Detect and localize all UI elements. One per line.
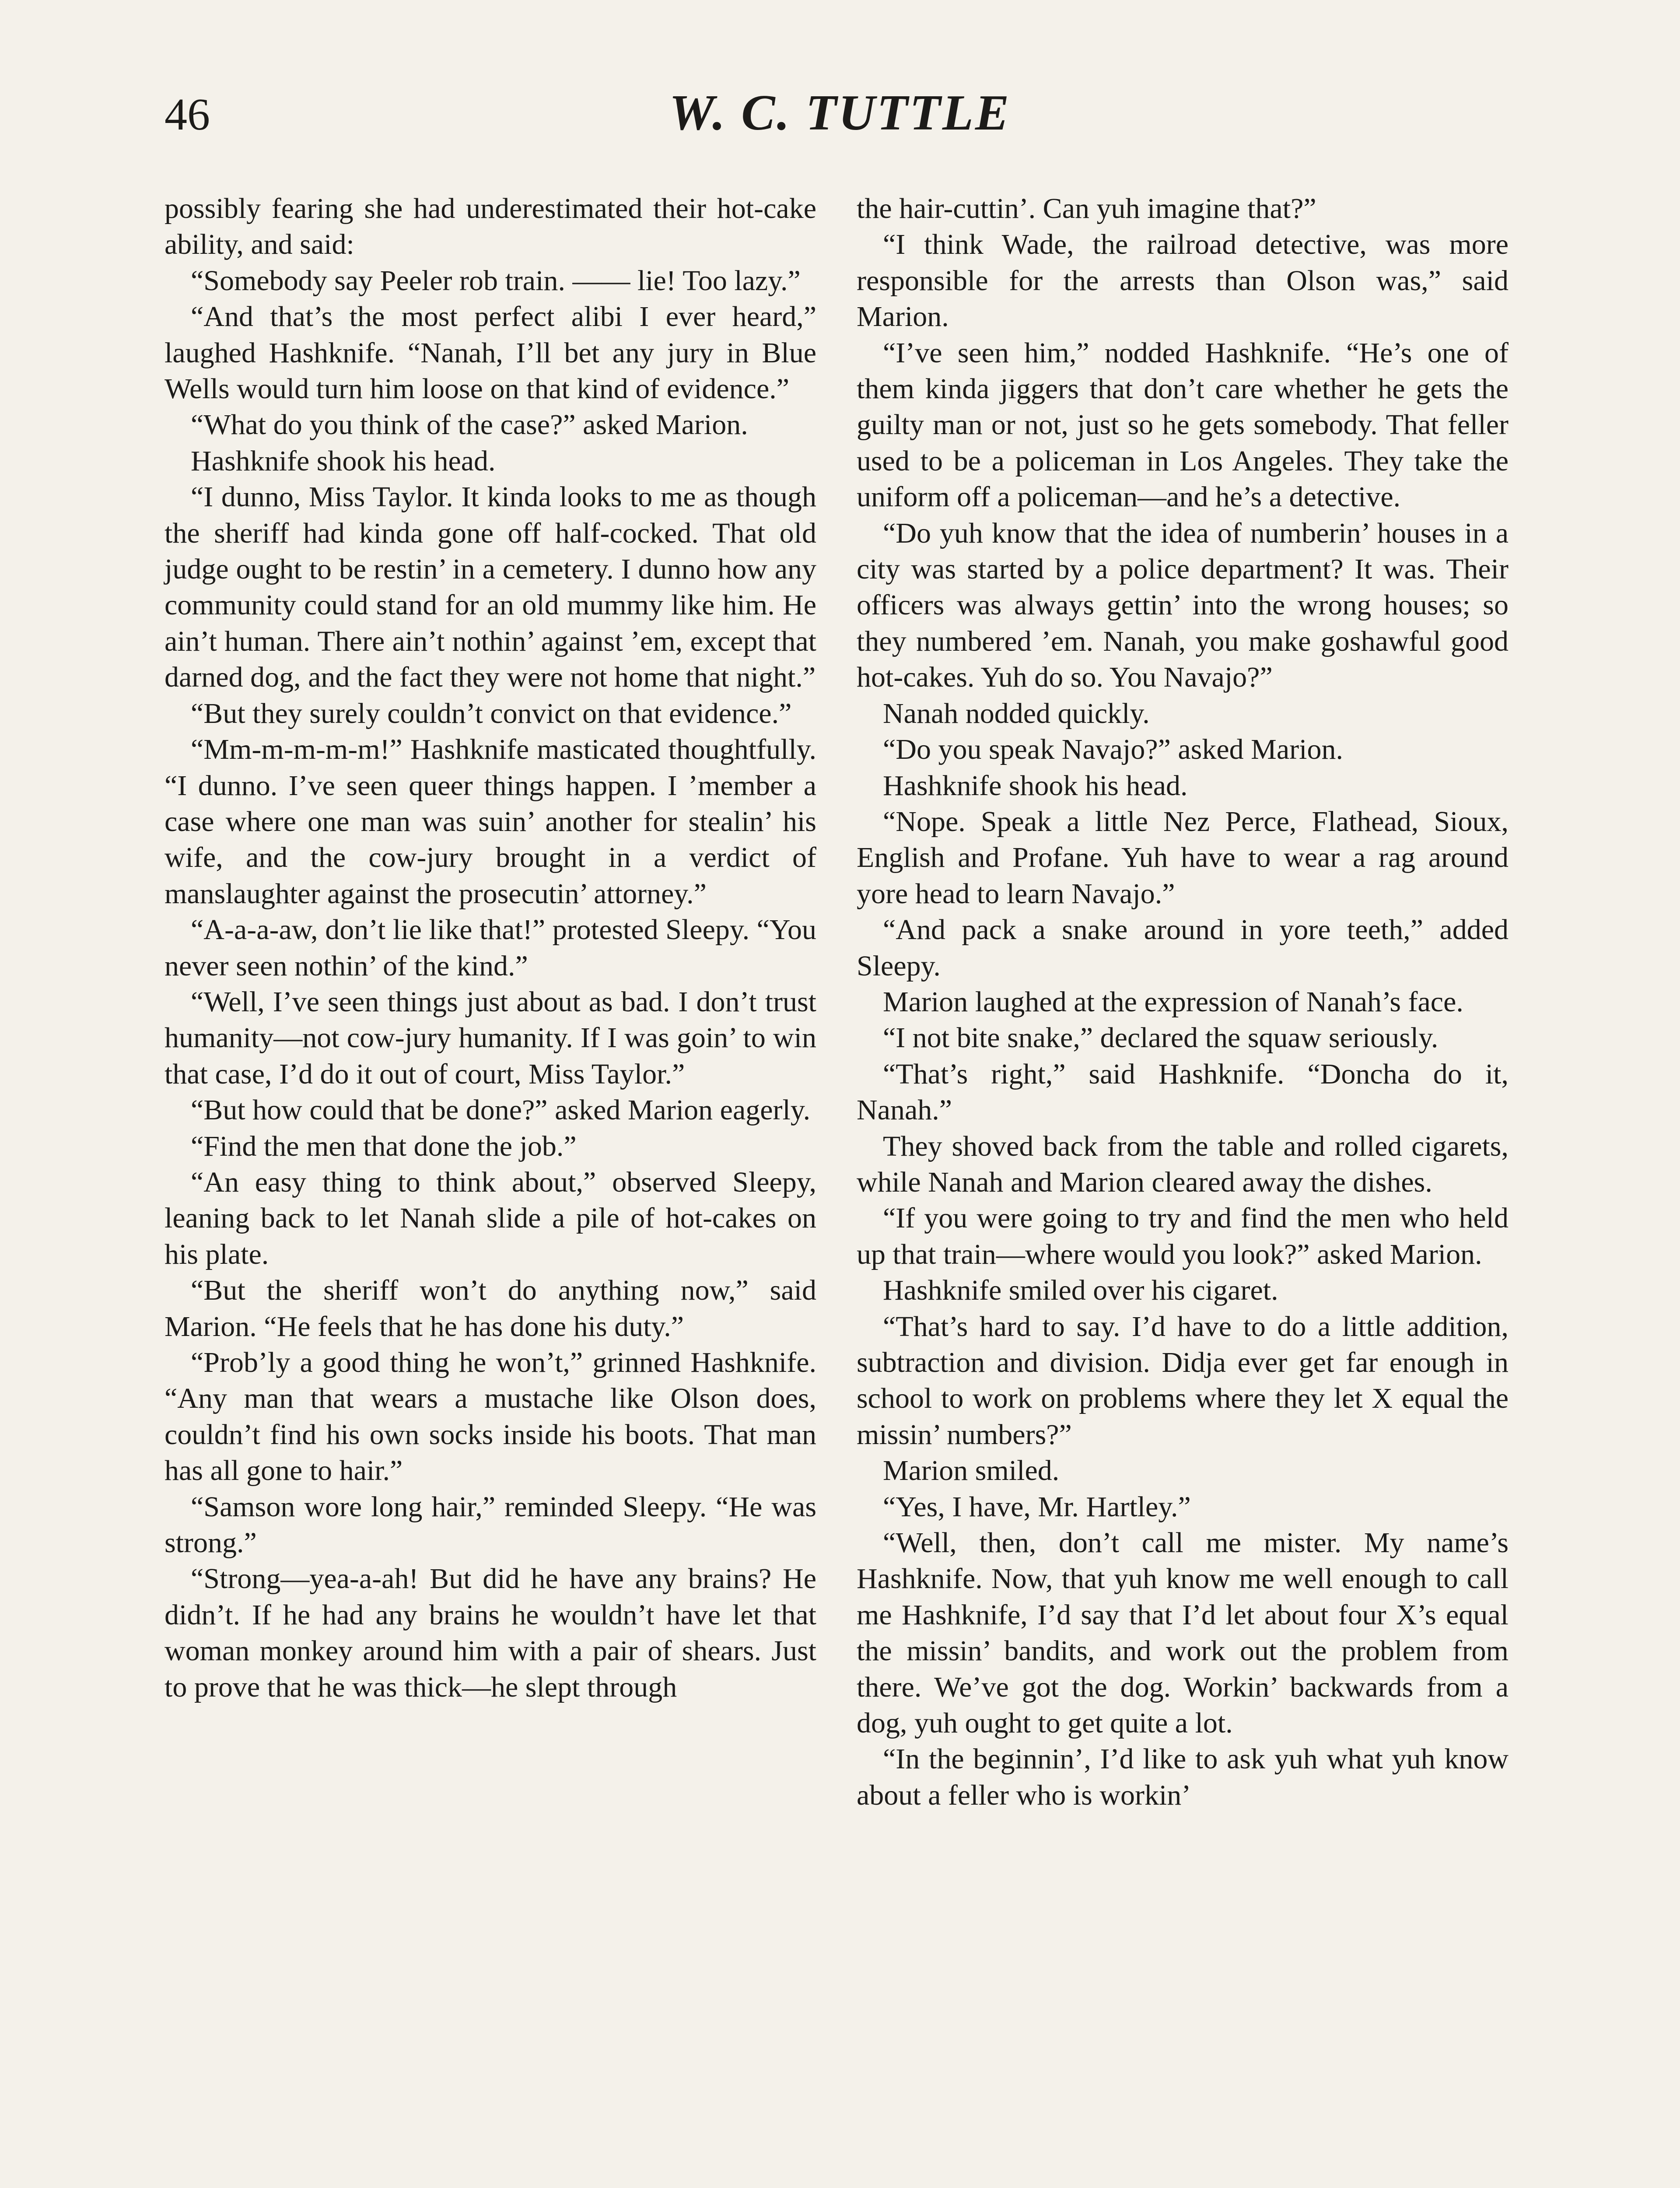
paragraph: “Somebody say Peeler rob train. —— lie! Too lazy.” (191, 264, 801, 297)
paragraph: “A-a-a-aw, don’t lie like that!” protested Sleepy. “You never seen nothin’ of the kind.” (164, 914, 816, 982)
paragraph: They shoved back from the table and rolled cigarets, while Nanah and Marion cleared away the dishes. (857, 1130, 1508, 1198)
paragraph: “Find the men that done the job.” (191, 1130, 577, 1162)
paragraph: Hashknife shook his head. (191, 445, 496, 477)
paragraph: “That’s hard to say. I’d have to do a little addition, subtraction and division. Didja ever get far enough in school to work on problems where they let X equal the missin’ numbers?” (857, 1310, 1508, 1451)
paragraph: “But they surely couldn’t convict on that evidence.” (191, 697, 792, 729)
paragraph: Marion laughed at the expression of Nanah’s face. (883, 985, 1463, 1018)
paragraph: “An easy thing to think about,” observed Sleepy, leaning back to let Nanah slide a pile of hot-cakes on his plate. (164, 1166, 816, 1270)
paragraph: “Samson wore long hair,” reminded Sleepy. “He was strong.” (164, 1490, 816, 1559)
paragraph: “Prob’ly a good thing he won’t,” grinned Hashknife. “Any man that wears a mustache like Olson does, couldn’t find his own socks inside his boots. That man has all gone to hair.” (164, 1346, 816, 1487)
paragraph: “But the sheriff won’t do anything now,” said Marion. “He feels that he has done his duty.” (164, 1274, 816, 1343)
paragraph: Marion smiled. (883, 1455, 1060, 1487)
paragraph: possibly fearing she had underestimated their hot-cake ability, and said: (164, 193, 816, 261)
left-column (164, 191, 816, 1705)
paragraph: “I’ve seen him,” nodded Hashknife. “He’s one of them kinda jiggers that don’t care whether he gets the guilty man or not, just so he gets somebody. That feller used to be a policeman in Los Angeles. They take the uniform off a policeman—and he’s a detective. (857, 337, 1508, 513)
paragraph: “If you were going to try and find the men who held up that train—where would you look?” asked Marion. (857, 1202, 1508, 1270)
paragraph: “And pack a snake around in yore teeth,” added Sleepy. (857, 914, 1508, 982)
paragraph: Nanah nodded quickly. (883, 697, 1150, 729)
paragraph: “I not bite snake,” declared the squaw seriously. (883, 1022, 1438, 1054)
paragraph: “Do yuh know that the idea of numberin’ houses in a city was started by a police department? It was. Their officers was always gettin’ into the wrong houses; so they numbered ’em. Nanah, you make goshawful good hot-cakes. Yuh do so. You Navajo?” (857, 517, 1508, 694)
paragraph: “Nope. Speak a little Nez Perce, Flathead, Sioux, English and Profane. Yuh have to wear a rag around yore head to learn Navajo.” (857, 805, 1508, 910)
paragraph: “Do you speak Navajo?” asked Marion. (883, 733, 1343, 766)
paragraph: “In the beginnin’, I’d like to ask yuh what yuh know about a feller who is workin’ (857, 1743, 1508, 1811)
paragraph: “Well, then, don’t call me mister. My name’s Hashknife. Now, that yuh know me well enough to call me Hashknife, I’d say that I’d let about four X’s equal the missin’ bandits, and work out the problem from there. We’ve got the dog. Workin’ backwards from a dog, yuh ought to get quite a lot. (857, 1527, 1508, 1739)
paragraph: “Well, I’ve seen things just about as bad. I don’t trust humanity—not cow-jury humanity. If I was goin’ to win that case, I’d do it out of court, Miss Taylor.” (164, 985, 816, 1090)
paragraph: “But how could that be done?” asked Marion eagerly. (191, 1094, 811, 1126)
paragraph: “I dunno, Miss Taylor. It kinda looks to me as though the sheriff had kinda gone off half-cocked. That old judge ought to be restin’ in a cemetery. I dunno how any community could stand for an old mummy like him. He ain’t human. There ain’t nothin’ against ’em, except that darned dog, and the fact they were not home that night.” (164, 481, 816, 694)
paragraph: Hashknife shook his head. (883, 769, 1188, 802)
paragraph: “That’s right,” said Hashknife. “Doncha do it, Nanah.” (857, 1058, 1508, 1126)
paragraph: “Mm-m-m-m-m!” Hashknife masticated thoughtfully. “I dunno. I’ve seen queer things happen. I ’member a case where one man was suin’ another for stealin’ his wife, and the cow-jury brought in a verdict of manslaughter against the prosecutin’ attorney.” (164, 733, 816, 910)
right-column (857, 191, 1508, 1813)
paragraph: “What do you think of the case?” asked Marion. (191, 409, 748, 441)
page-number: 46 (164, 89, 210, 140)
paragraph: the hair-cuttin’. Can yuh imagine that?” (857, 193, 1316, 224)
running-head-author: W. C. TUTTLE (669, 85, 1011, 141)
paragraph: Hashknife smiled over his cigaret. (883, 1274, 1278, 1307)
paragraph: “Strong—yea-a-ah! But did he have any brains? He didn’t. If he had any brains he wouldn’t have let that woman monkey around him with a pair of shears. Just to prove that he was thick—he slept through (164, 1563, 816, 1703)
paragraph: “And that’s the most perfect alibi I ever heard,” laughed Hashknife. “Nanah, I’ll bet any jury in Blue Wells would turn him loose on that kind of evidence.” (164, 301, 816, 405)
paragraph: “I think Wade, the railroad detective, was more responsible for the arrests than Olson was,” said Marion. (857, 228, 1508, 333)
paragraph: “Yes, I have, Mr. Hartley.” (883, 1490, 1191, 1523)
